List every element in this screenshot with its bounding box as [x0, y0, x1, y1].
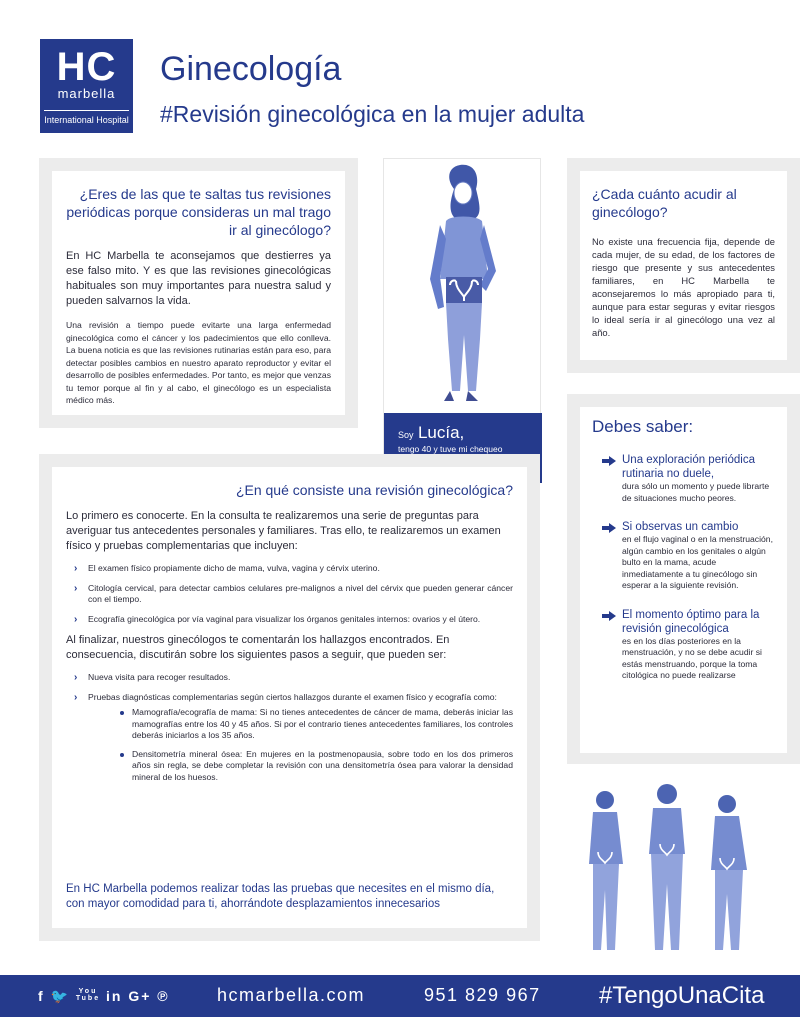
logo-hc: HC	[56, 45, 117, 89]
main-content-card	[52, 467, 527, 928]
debes-item	[592, 520, 775, 592]
debes-item	[592, 608, 775, 682]
sublist-item: Mamografía/ecografía de mama: Si no tienes antecedentes de cáncer de mama, deberás iniciar las mamografías entre los 40 y 45 años. Si por el contrario tienes antecedentes familiares, los controles deberás iniciarlos a los 35 años.	[118, 707, 513, 742]
exam-list	[66, 563, 513, 625]
main-intro: Lo primero es conocerte. En la consulta te realizaremos una serie de preguntas para averiguar tus antecedentes personales y familiares. Tras ello, te realizaremos un examen físico y pruebas complementarias que incluyen:	[66, 510, 501, 552]
sublist-item: Densitometría mineral ósea: En mujeres en la postmenopausia, sobre todo en los dos primeros años sin regla, se debe completar la revisión con una densitometría ósea para valorar la densidad mineral de los huesos.	[118, 749, 513, 784]
debes-item-text: dura sólo un momento y puede librarte de situaciones mucho peores.	[622, 481, 770, 503]
list-item: › El examen físico propiamente dicho de mama, vulva, vagina y cérvix uterino.	[74, 563, 380, 574]
frequency-card	[580, 171, 787, 360]
arrow-right-icon	[602, 456, 616, 466]
google-plus-icon[interactable]: G+	[128, 988, 152, 1004]
lucia-illustration-card	[383, 158, 541, 482]
main-content-panel	[39, 454, 540, 941]
main-question: ¿En qué consiste una revisión ginecológica?	[235, 482, 513, 498]
hc-logo	[40, 39, 133, 133]
lucia-soy: Soy	[398, 430, 414, 440]
main-final: Al finalizar, nuestros ginecólogos te comentarán los hallazgos encontrados. En consecuencia, discutirán sobre los siguientes pasos a seguir, que pueden ser:	[66, 634, 450, 661]
debes-item-text: es en los días posteriores en la menstruación, y no se debe acudir si estás menstruando, porque la toma citológica no puede realizarse	[622, 635, 762, 680]
debes-item-lead: Una exploración periódica rutinaria no duele,	[622, 454, 755, 480]
frequency-panel	[567, 158, 800, 373]
pinterest-icon[interactable]: ℗	[157, 988, 170, 1004]
page-title: Ginecología	[160, 50, 342, 88]
website-link[interactable]: hcmarbella.com	[217, 985, 366, 1005]
women-group-illustration	[567, 780, 767, 960]
left-info-panel	[39, 158, 358, 428]
next-steps-list	[66, 672, 513, 783]
debes-item-lead: Si observas un cambio	[622, 521, 739, 533]
bullet-icon	[120, 753, 124, 757]
arrow-right-icon	[602, 611, 616, 621]
frequency-question: ¿Cada cuánto acudir al ginecólogo?	[592, 186, 737, 220]
lucia-line: tengo 40 y tuve mi chequeo	[398, 444, 503, 454]
arrow-right-icon	[602, 523, 616, 533]
list-item: › Nueva visita para recoger resultados.	[74, 672, 231, 683]
logo-subtitle: International Hospital	[44, 110, 129, 125]
list-item: › Ecografía ginecológica por vía vaginal para visualizar los órganos genitales internos: ovarios y el útero.	[74, 613, 481, 625]
woman-illustration	[384, 159, 542, 413]
debes-item	[592, 453, 775, 504]
left-question: ¿Eres de las que te saltas tus revisiones periódicas porque consideras un mal trago ir al ginecólogo?	[66, 186, 331, 238]
bullet-icon	[120, 711, 124, 715]
twitter-icon[interactable]: 🐦	[50, 988, 70, 1004]
linkedin-icon[interactable]: in	[105, 988, 123, 1004]
left-body: Una revisión a tiempo puede evitarte una larga enfermedad ginecológica como el cáncer y los padecimientos que ello conlleva. La buena noticia es que las revisiones rutinarias están para eso, para detectar posibles cambios en nuestro aparato reproductor y evitar el desarrollo de posibles enfermedades. Por tanto, es mejor que venzas tu temor porque al fin y al cabo, el ginecólogo es un especialista médico más.	[66, 320, 331, 405]
left-intro: En HC Marbella te aconsejamos que destierres ya ese falso mito. Y es que las revisiones ginecológicas habituales son muy importantes para nuestra salud y pueden salvarnos la vida.	[66, 250, 331, 307]
chevron-right-icon: ›	[74, 672, 78, 683]
tests-sublist	[118, 707, 513, 783]
debes-saber-card	[580, 407, 787, 753]
debes-saber-heading: Debes saber:	[592, 417, 694, 436]
logo-city: marbella	[57, 86, 116, 101]
facebook-icon[interactable]: f	[38, 988, 45, 1004]
debes-item-lead: El momento óptimo para la revisión ginecológica	[622, 608, 760, 635]
debes-saber-panel	[567, 394, 800, 764]
list-item: › Pruebas diagnósticas complementarias según ciertos hallazgos durante el examen físico y ecografía como: Mamografía/ecografía de mama: Si no tienes antecedentes de cáncer de mama, deberás iniciar las mamografías entre los 40 y 45 años. Si por el contrario tienes antecedentes familiares, los controles deberás iniciarlos a los 35 años. Densitometría mineral ósea: En mujeres en la postmenopausia, sobre todo en los dos primeros años sin regla, se debe completar la revisión con una densitometría ósea para valorar la densidad mineral de los huesos.	[74, 691, 513, 782]
lucia-name: Lucía,	[417, 423, 465, 442]
frequency-body: No existe una frecuencia fija, depende de cada mujer, de su edad, de los factores de riesgo que presente y sus antecedentes familiares, en HC Marbella te aconsejaremos lo más apropiado para ti, aunque para estar seguras y evitar riesgos lo ideal sería ir al ginecólogo una vez al año.	[592, 236, 775, 338]
youtube-icon[interactable]: You Tube	[75, 988, 101, 1002]
left-info-card	[52, 171, 345, 415]
chevron-right-icon: ›	[74, 582, 78, 594]
list-item: › Citología cervical, para detectar cambios celulares pre-malignos a nivel del cérvix que pueden generar cáncer con el tiempo.	[74, 582, 513, 604]
social-icons	[38, 988, 170, 1005]
debes-item-text: en el flujo vaginal o en la menstruación, algún cambio en los genitales o algún bulto en la mama, acude inmediatamente a tu ginecólogo sin esperar a la siguiente revisión.	[622, 534, 773, 590]
page-subtitle: #Revisión ginecológica en la mujer adulta	[160, 101, 585, 127]
footer-bar	[0, 975, 800, 1017]
footer-hashtag: #TengoUnaCita	[599, 982, 765, 1009]
chevron-right-icon: ›	[74, 613, 78, 625]
phone-number[interactable]: 951 829 967	[424, 985, 541, 1005]
chevron-right-icon: ›	[74, 563, 78, 574]
main-closing: En HC Marbella podemos realizar todas las pruebas que necesites en el mismo día, con mayor comodidad para ti, ahorrándote desplazamientos innecesarios	[66, 883, 495, 910]
chevron-right-icon: ›	[74, 691, 78, 703]
